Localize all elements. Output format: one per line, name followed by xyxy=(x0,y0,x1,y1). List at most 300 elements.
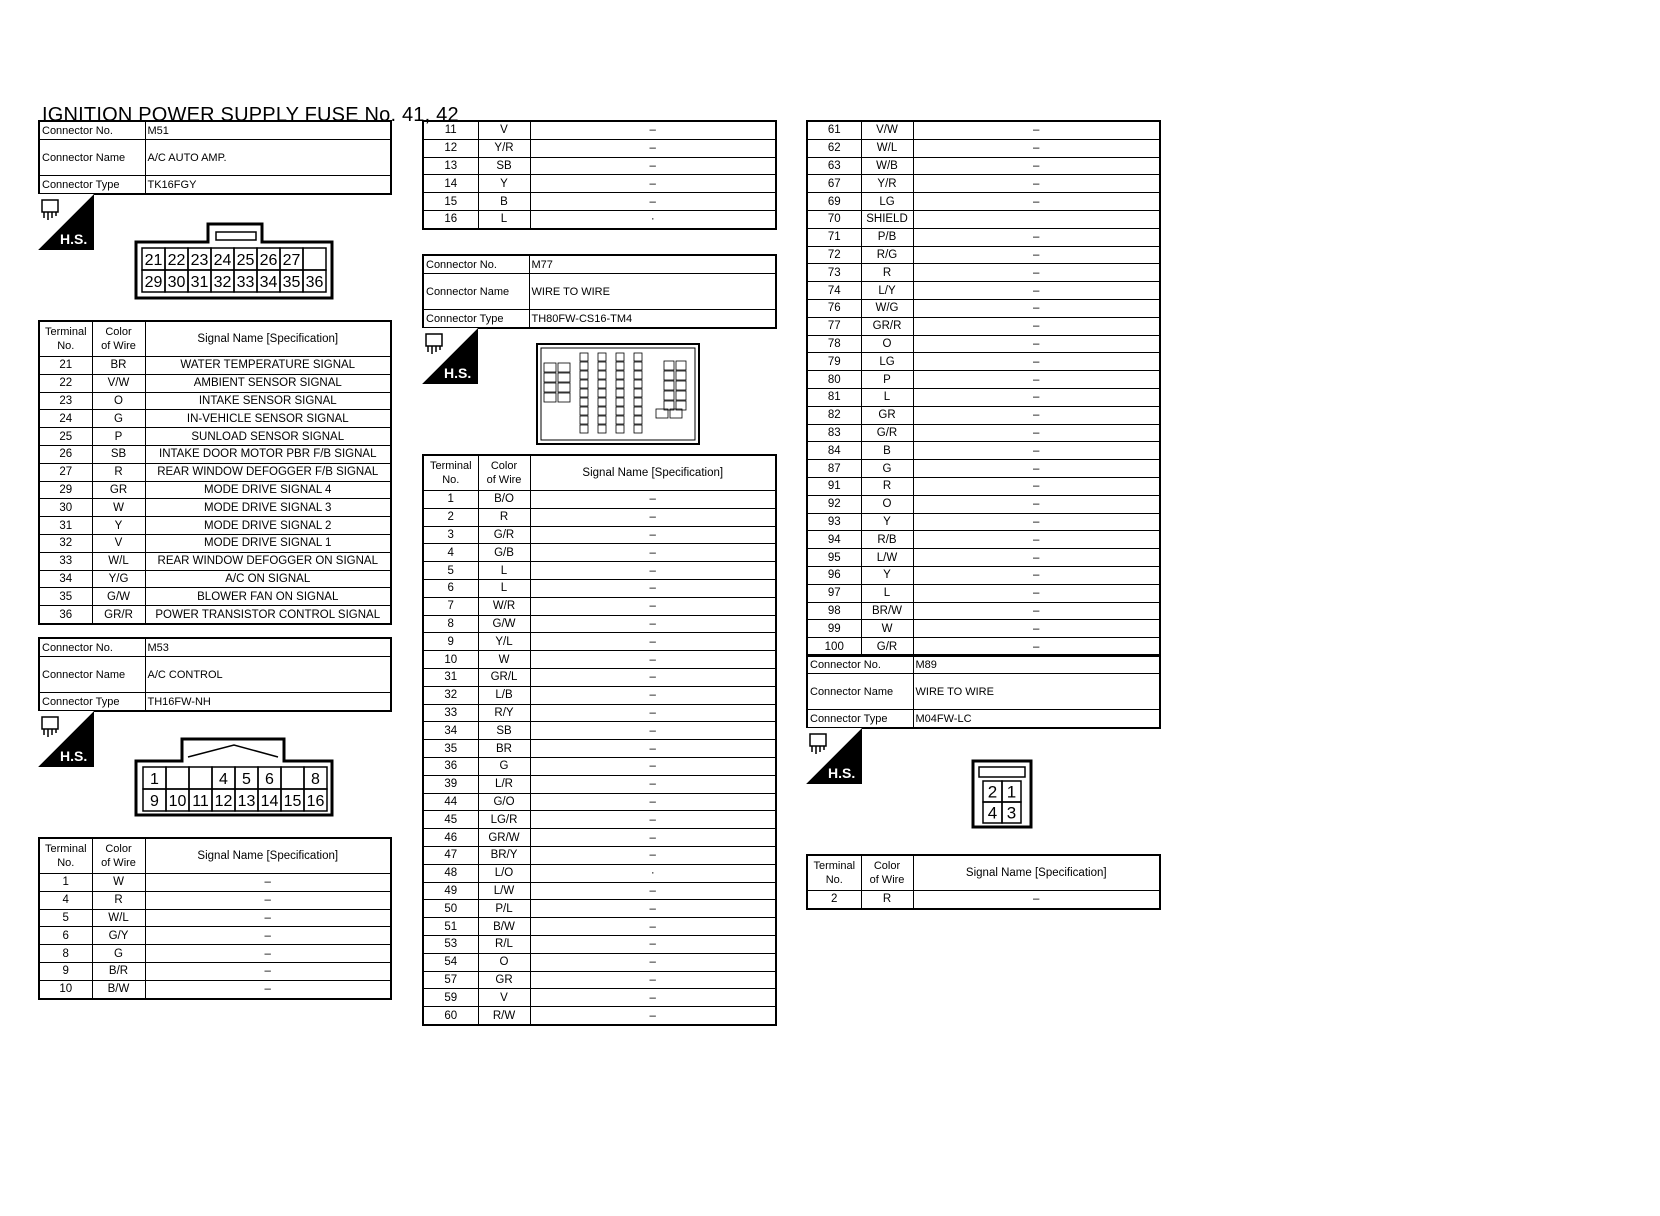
signal-header: Signal Name [Specification] xyxy=(145,838,391,874)
pin-number: 1 xyxy=(1006,782,1017,802)
hs-label: H.S. xyxy=(828,765,856,781)
terminal-cell: 29 xyxy=(39,481,92,499)
pin-cavity xyxy=(598,425,606,433)
wire-color-cell: L/R xyxy=(478,775,530,793)
wire-color-cell: B xyxy=(861,442,913,460)
terminal-cell: 94 xyxy=(807,531,861,549)
table-row xyxy=(807,157,1160,175)
pin-cavity xyxy=(616,362,624,370)
wire-color-cell: P xyxy=(92,428,145,446)
pin-cavity xyxy=(598,398,606,406)
signal-cell: – xyxy=(913,335,1160,353)
signal-cell: – xyxy=(913,282,1160,300)
terminal-cell: 36 xyxy=(39,606,92,624)
wire-color-cell: Y/R xyxy=(861,175,913,193)
signal-cell: – xyxy=(530,121,776,139)
table-row xyxy=(423,210,776,228)
wire-color-cell: Y xyxy=(861,566,913,584)
connector-name-label: Connector Name xyxy=(807,674,913,710)
signal-cell: – xyxy=(530,846,776,864)
table-row xyxy=(423,651,776,669)
wire-color-cell: R xyxy=(861,891,913,909)
terminal-cell: 4 xyxy=(39,891,92,909)
signal-cell: – xyxy=(530,597,776,615)
signal-cell: REAR WINDOW DEFOGGER F/B SIGNAL xyxy=(145,463,391,481)
pin-number: 2 xyxy=(987,782,998,802)
pin-cavity xyxy=(634,416,642,424)
signal-cell: – xyxy=(145,909,391,927)
terminal-cell: 30 xyxy=(39,499,92,517)
terminal-cell: 54 xyxy=(423,953,478,971)
terminal-cell: 98 xyxy=(807,602,861,620)
signal-cell: – xyxy=(145,891,391,909)
pin-cavity xyxy=(616,407,624,415)
pin-cavity xyxy=(580,416,588,424)
table-row xyxy=(39,552,391,570)
signal-cell: – xyxy=(530,526,776,544)
table-row xyxy=(423,686,776,704)
wire-color-cell: L xyxy=(861,584,913,602)
signal-cell: MODE DRIVE SIGNAL 1 xyxy=(145,534,391,552)
signal-cell: – xyxy=(530,157,776,175)
m53-no: M53 xyxy=(145,638,391,657)
pin-cavity xyxy=(558,393,570,402)
signal-cell: – xyxy=(530,491,776,509)
connector-name-label: Connector Name xyxy=(423,274,529,310)
table-row xyxy=(423,544,776,562)
signal-cell: · xyxy=(530,210,776,228)
pin-number: 6 xyxy=(265,771,274,789)
signal-cell: IN-VEHICLE SENSOR SIGNAL xyxy=(145,410,391,428)
table-row xyxy=(423,526,776,544)
pin-cavity xyxy=(281,767,304,789)
color-header: Color of Wire xyxy=(478,455,530,491)
signal-cell: – xyxy=(913,157,1160,175)
wire-color-cell: BR xyxy=(92,357,145,375)
table-row xyxy=(807,228,1160,246)
signal-cell: – xyxy=(913,388,1160,406)
harness-side-icon xyxy=(806,728,862,784)
table-row xyxy=(807,495,1160,513)
m77-continued-table xyxy=(422,120,777,230)
terminal-cell: 1 xyxy=(39,874,92,892)
wire-color-cell: LG xyxy=(861,353,913,371)
signal-cell: – xyxy=(145,945,391,963)
table-row xyxy=(807,406,1160,424)
signal-cell: – xyxy=(913,228,1160,246)
terminal-cell: 25 xyxy=(39,428,92,446)
signal-cell: WATER TEMPERATURE SIGNAL xyxy=(145,357,391,375)
pin-cavity xyxy=(580,407,588,415)
pin-number: 33 xyxy=(236,274,255,292)
pin-number: 13 xyxy=(237,793,256,811)
terminal-cell: 5 xyxy=(39,909,92,927)
wire-color-cell: Y/R xyxy=(478,139,530,157)
signal-cell: SUNLOAD SENSOR SIGNAL xyxy=(145,428,391,446)
wire-color-cell: L/W xyxy=(478,882,530,900)
signal-cell: – xyxy=(913,193,1160,211)
table-row xyxy=(807,424,1160,442)
signal-header: Signal Name [Specification] xyxy=(145,321,391,357)
terminal-cell: 77 xyxy=(807,317,861,335)
table-row xyxy=(423,811,776,829)
m77-no: M77 xyxy=(529,255,776,274)
m53-terminal-table xyxy=(38,837,392,1000)
wire-color-cell: Y xyxy=(478,175,530,193)
table-row xyxy=(423,139,776,157)
signal-cell: – xyxy=(530,579,776,597)
table-row xyxy=(807,353,1160,371)
table-row xyxy=(423,562,776,580)
pin-cavity xyxy=(580,398,588,406)
terminal-cell: 9 xyxy=(39,962,92,980)
signal-cell: – xyxy=(145,927,391,945)
pin-number: 10 xyxy=(168,793,187,811)
pin-number: 31 xyxy=(190,274,209,292)
terminal-cell: 32 xyxy=(423,686,478,704)
pin-cavity xyxy=(544,363,556,372)
pin-cavity xyxy=(598,371,606,379)
table-row xyxy=(423,508,776,526)
connector-no-label: Connector No. xyxy=(39,638,145,657)
wire-color-cell: GR/R xyxy=(92,606,145,624)
table-row xyxy=(423,775,776,793)
terminal-cell: 57 xyxy=(423,971,478,989)
table-row xyxy=(807,891,1160,909)
pin-cavity xyxy=(676,391,686,400)
pin-cavity xyxy=(544,383,556,392)
signal-cell: – xyxy=(530,953,776,971)
table-row xyxy=(423,579,776,597)
pin-number: 23 xyxy=(190,252,209,270)
terminal-cell: 4 xyxy=(423,544,478,562)
m89-terminal-table xyxy=(806,854,1161,910)
pin-cavity xyxy=(634,362,642,370)
pin-number: 25 xyxy=(236,252,255,270)
terminal-cell: 31 xyxy=(423,668,478,686)
signal-cell: – xyxy=(913,424,1160,442)
connector-name-label: Connector Name xyxy=(39,140,145,176)
terminal-cell: 8 xyxy=(423,615,478,633)
terminal-cell: 6 xyxy=(423,579,478,597)
pin-cavity xyxy=(544,393,556,402)
m51-no: M51 xyxy=(145,121,391,140)
signal-cell: – xyxy=(530,508,776,526)
harness-side-icon xyxy=(38,194,94,250)
terminal-cell: 100 xyxy=(807,638,861,656)
table-row xyxy=(423,864,776,882)
terminal-cell: 78 xyxy=(807,335,861,353)
terminal-cell: 95 xyxy=(807,549,861,567)
terminal-cell: 60 xyxy=(423,1007,478,1025)
connector-no-label: Connector No. xyxy=(807,655,913,674)
signal-cell: – xyxy=(913,566,1160,584)
table-row xyxy=(423,597,776,615)
terminal-cell: 62 xyxy=(807,139,861,157)
m89-info-table xyxy=(806,654,1161,729)
table-row xyxy=(807,121,1160,139)
table-row xyxy=(39,357,391,375)
table-row xyxy=(39,463,391,481)
wire-color-cell: R xyxy=(861,264,913,282)
table-row xyxy=(807,246,1160,264)
terminal-cell: 39 xyxy=(423,775,478,793)
connector-type-label: Connector Type xyxy=(39,693,145,712)
wire-color-cell: GR xyxy=(92,481,145,499)
terminal-cell: 97 xyxy=(807,584,861,602)
hs-label: H.S. xyxy=(444,365,472,381)
wire-color-cell: SB xyxy=(92,445,145,463)
wire-color-cell: L/Y xyxy=(861,282,913,300)
m89-connector-face xyxy=(971,759,1033,834)
signal-cell: – xyxy=(913,620,1160,638)
terminal-cell: 44 xyxy=(423,793,478,811)
terminal-cell: 10 xyxy=(423,651,478,669)
terminal-cell: 36 xyxy=(423,757,478,775)
signal-cell: INTAKE SENSOR SIGNAL xyxy=(145,392,391,410)
pin-number: 1 xyxy=(150,771,159,789)
signal-cell: – xyxy=(530,615,776,633)
signal-header: Signal Name [Specification] xyxy=(913,855,1160,891)
pin-number: 5 xyxy=(242,771,251,789)
table-row xyxy=(423,935,776,953)
table-row xyxy=(807,584,1160,602)
harness-side-icon xyxy=(38,711,94,767)
pin-cavity xyxy=(676,361,686,370)
pin-cavity xyxy=(616,425,624,433)
color-header: Color of Wire xyxy=(861,855,913,891)
wire-color-cell: G xyxy=(861,460,913,478)
pin-cavity xyxy=(598,353,606,361)
pin-number: 26 xyxy=(259,252,278,270)
table-row xyxy=(423,668,776,686)
connector-type-label: Connector Type xyxy=(423,310,529,329)
signal-cell: – xyxy=(913,264,1160,282)
wire-color-cell: G/R xyxy=(478,526,530,544)
signal-cell: – xyxy=(530,971,776,989)
wire-color-cell: Y/L xyxy=(478,633,530,651)
terminal-cell: 46 xyxy=(423,829,478,847)
wire-color-cell: B/W xyxy=(92,980,145,998)
table-row xyxy=(423,757,776,775)
terminal-cell: 71 xyxy=(807,228,861,246)
m51-info-table xyxy=(38,120,392,195)
table-row xyxy=(423,722,776,740)
m77-type: TH80FW-CS16-TM4 xyxy=(529,310,776,329)
signal-cell: – xyxy=(530,722,776,740)
signal-cell: – xyxy=(530,811,776,829)
table-row xyxy=(807,602,1160,620)
table-row xyxy=(39,962,391,980)
connector-name-label: Connector Name xyxy=(39,657,145,693)
terminal-cell: 3 xyxy=(423,526,478,544)
m77-terminal-table xyxy=(422,454,777,1026)
pin-number: 27 xyxy=(282,252,301,270)
signal-cell: – xyxy=(530,193,776,211)
wire-color-cell: G/B xyxy=(478,544,530,562)
signal-cell: – xyxy=(913,477,1160,495)
signal-cell: AMBIENT SENSOR SIGNAL xyxy=(145,374,391,392)
pin-number: 36 xyxy=(305,274,324,292)
hs-label: H.S. xyxy=(60,231,88,247)
pin-cavity xyxy=(616,380,624,388)
signal-cell: – xyxy=(913,299,1160,317)
table-row xyxy=(39,874,391,892)
wire-color-cell: B xyxy=(478,193,530,211)
pin-cavity xyxy=(634,353,642,361)
pin-cavity xyxy=(558,363,570,372)
terminal-cell: 14 xyxy=(423,175,478,193)
pin-number: 29 xyxy=(144,274,163,292)
pin-number: 34 xyxy=(259,274,278,292)
table-row xyxy=(39,570,391,588)
terminal-cell: 79 xyxy=(807,353,861,371)
terminal-cell: 83 xyxy=(807,424,861,442)
pin-cavity xyxy=(580,425,588,433)
wire-color-cell: W/R xyxy=(478,597,530,615)
wire-color-cell: Y/G xyxy=(92,570,145,588)
wire-color-cell: L xyxy=(478,210,530,228)
wire-color-cell: V xyxy=(478,989,530,1007)
pin-cavity xyxy=(580,353,588,361)
signal-cell: – xyxy=(530,175,776,193)
terminal-cell: 27 xyxy=(39,463,92,481)
wire-color-cell: R xyxy=(861,477,913,495)
terminal-cell: 45 xyxy=(423,811,478,829)
table-row xyxy=(39,980,391,998)
pin-cavity xyxy=(598,407,606,415)
wire-color-cell: W xyxy=(478,651,530,669)
signal-cell: – xyxy=(530,989,776,1007)
terminal-cell: 11 xyxy=(423,121,478,139)
m51-connector-face xyxy=(134,222,334,305)
m77-name: WIRE TO WIRE xyxy=(529,274,776,310)
table-row xyxy=(423,829,776,847)
wire-color-cell: G/W xyxy=(478,615,530,633)
wire-color-cell: V/W xyxy=(861,121,913,139)
pin-cavity xyxy=(616,389,624,397)
wire-color-cell: R/B xyxy=(861,531,913,549)
terminal-cell: 34 xyxy=(423,722,478,740)
signal-cell: – xyxy=(913,891,1160,909)
table-row xyxy=(39,534,391,552)
signal-cell: – xyxy=(913,531,1160,549)
pin-number: 9 xyxy=(150,793,159,811)
m77-info-table xyxy=(422,254,777,329)
wire-color-cell: GR/L xyxy=(478,668,530,686)
pin-number: 4 xyxy=(987,803,998,823)
table-row xyxy=(807,620,1160,638)
table-row xyxy=(423,175,776,193)
pin-cavity xyxy=(676,381,686,390)
wire-color-cell: B/O xyxy=(478,491,530,509)
terminal-header: Terminal No. xyxy=(807,855,861,891)
page-title: IGNITION POWER SUPPLY FUSE No. 41, 42 xyxy=(42,104,459,126)
wire-color-cell: P xyxy=(861,371,913,389)
signal-cell: – xyxy=(913,175,1160,193)
pin-cavity xyxy=(580,362,588,370)
connector-no-label: Connector No. xyxy=(423,255,529,274)
wire-color-cell: W xyxy=(92,499,145,517)
m51-name: A/C AUTO AMP. xyxy=(145,140,391,176)
terminal-cell: 10 xyxy=(39,980,92,998)
wire-color-cell: Y xyxy=(861,513,913,531)
terminal-cell: 7 xyxy=(423,597,478,615)
terminal-cell: 92 xyxy=(807,495,861,513)
terminal-cell: 80 xyxy=(807,371,861,389)
pin-number: 12 xyxy=(214,793,233,811)
terminal-cell: 16 xyxy=(423,210,478,228)
signal-cell: – xyxy=(530,668,776,686)
pin-cavity xyxy=(634,407,642,415)
m77-connector-face xyxy=(536,343,700,450)
terminal-cell: 2 xyxy=(807,891,861,909)
pin-number: 21 xyxy=(144,252,163,270)
pin-number: 30 xyxy=(167,274,186,292)
m89-type: M04FW-LC xyxy=(913,710,1160,729)
table-row xyxy=(423,846,776,864)
terminal-cell: 84 xyxy=(807,442,861,460)
signal-cell: – xyxy=(530,918,776,936)
wire-color-cell: R xyxy=(478,508,530,526)
pin-cavity xyxy=(616,371,624,379)
m53-info-table xyxy=(38,637,392,712)
pin-number: 4 xyxy=(219,771,228,789)
signal-cell: – xyxy=(530,882,776,900)
table-row xyxy=(807,371,1160,389)
terminal-cell: 22 xyxy=(39,374,92,392)
signal-cell: · xyxy=(530,864,776,882)
wire-color-cell: O xyxy=(92,392,145,410)
table-row xyxy=(807,513,1160,531)
signal-cell: – xyxy=(913,406,1160,424)
pin-cavity xyxy=(544,373,556,382)
signal-cell: – xyxy=(530,757,776,775)
terminal-cell: 33 xyxy=(423,704,478,722)
table-row xyxy=(423,989,776,1007)
terminal-cell: 61 xyxy=(807,121,861,139)
signal-cell: MODE DRIVE SIGNAL 4 xyxy=(145,481,391,499)
table-row xyxy=(39,410,391,428)
table-row xyxy=(423,193,776,211)
terminal-cell: 67 xyxy=(807,175,861,193)
signal-cell: – xyxy=(913,139,1160,157)
signal-cell: – xyxy=(530,139,776,157)
wire-color-cell: O xyxy=(861,495,913,513)
terminal-cell: 33 xyxy=(39,552,92,570)
wire-color-cell: L/O xyxy=(478,864,530,882)
color-header: Color of Wire xyxy=(92,838,145,874)
wire-color-cell: BR/Y xyxy=(478,846,530,864)
table-row xyxy=(807,442,1160,460)
pin-cavity xyxy=(616,398,624,406)
connector-type-label: Connector Type xyxy=(39,176,145,195)
wire-color-cell: L xyxy=(861,388,913,406)
pin-cavity xyxy=(634,371,642,379)
wire-color-cell: W/L xyxy=(861,139,913,157)
table-row xyxy=(807,566,1160,584)
wire-color-cell: GR xyxy=(478,971,530,989)
table-row xyxy=(39,945,391,963)
table-row xyxy=(423,491,776,509)
terminal-cell: 63 xyxy=(807,157,861,175)
signal-cell: – xyxy=(530,935,776,953)
pin-cavity xyxy=(598,380,606,388)
table-row xyxy=(807,210,1160,228)
wire-color-cell: R/L xyxy=(478,935,530,953)
signal-cell: – xyxy=(913,460,1160,478)
pin-cavity xyxy=(676,371,686,380)
